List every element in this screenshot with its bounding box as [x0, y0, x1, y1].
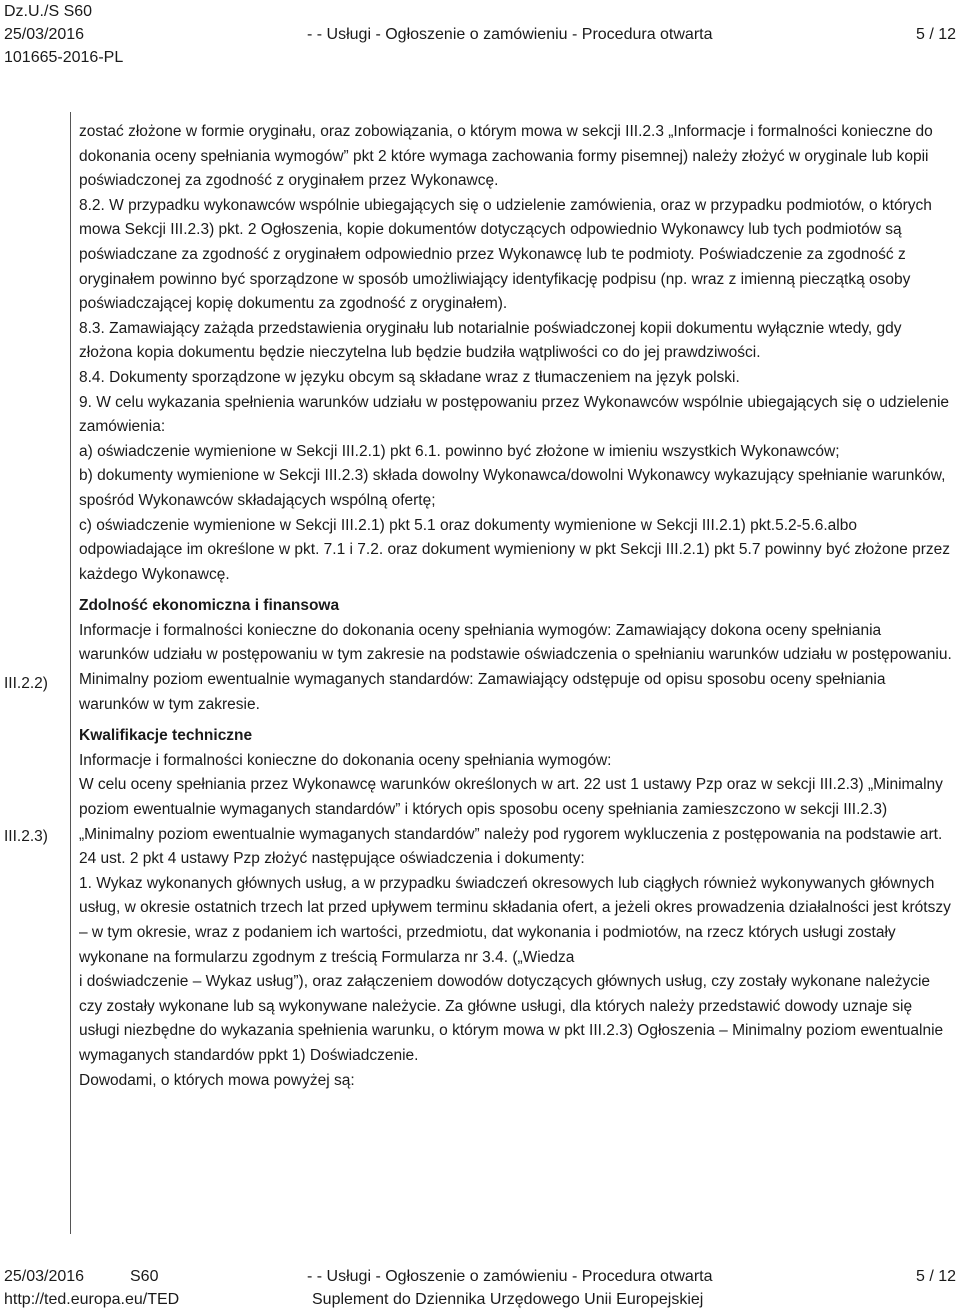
section-heading-technical: Kwalifikacje techniczne	[79, 727, 253, 745]
paragraph: a) oświadczenie wymienione w Sekcji III.2.1) pkt 6.1. powinno być złożone w imieniu wszystkich Wykonawców;	[79, 442, 840, 460]
paragraph: Informacje i formalności konieczne do dokonania oceny spełniania wymogów: Zamawiający dokona oceny spełniania warunków udziału w postępowaniu w tym zakresie na podstawie oświadczenia o spełnianiu warunków udziału w postępowaniu.	[79, 621, 952, 664]
section-divider	[70, 112, 71, 1234]
header-title: - - Usługi - Ogłoszenie o zamówieniu - Procedura otwarta	[307, 26, 713, 43]
footer-page-number: 5 / 12	[915, 1268, 956, 1285]
paragraph: c) oświadczenie wymienione w Sekcji III.2.1) pkt 5.1 oraz dokumenty wymienione w Sekcji III.2.1) pkt.5.2-5.6.albo odpowiadające im określone w pkt. 7.1 i 7.2. oraz dokument wymieniony w pkt Sekcji III.2.1) pkt 5.7 powinny być złożone przez każdego Wykonawcę.	[79, 516, 951, 583]
header-ref: 101665-2016-PL	[4, 49, 124, 66]
paragraph: W celu oceny spełniania przez Wykonawcę warunków określonych w art. 22 ust 1 ustawy Pzp oraz w sekcji III.2.3) „Minimalny poziom ewentualnie wymaganych standardów” i których opis sposobu oceny spełniania zamieszczono w sekcji III.2.3) „Minimalny poziom ewentualnie wymaganych standardów” należy pod rygorem wykluczenia z postępowania na podstawie art. 24 ust. 2 pkt 4 ustawy Pzp złożyć następujące oświadczenia i dokumenty:	[79, 776, 943, 868]
paragraph: i doświadczenie – Wykaz usług”), oraz załączeniem dowodów dotyczących głównych usług, czy zostały wykonane należycie czy zostały wykonane lub są wykonywane należycie. Za główne usługi, dla których należy przedstawić dowody uznaje się usługi niezbędne do wykazania spełnienia warunku, o którym mowa w pkt III.2.3) Ogłoszenia – Minimalny poziom ewentualnie wymaganych standardów ppkt 1) Doświadczenie.	[79, 973, 944, 1064]
paragraph: 8.2. W przypadku wykonawców wspólnie ubiegających się o udzielenie zamówienia, oraz w przypadku podmiotów, o których mowa Sekcji III.2.3) pkt. 2 Ogłoszenia, kopie dokumentów dotyczących odpowiednio Wykonawcy lub tych podmiotów są poświadczane za zgodność z oryginałem odpowiednio przez Wykonawcę lub te podmioty. Poświadczenie za zgodność z oryginałem powinno być sporządzone w sposób umożliwiający identyfikację podpisu (np. wraz z imienną pieczątką osoby poświadczającej kopię dokumentu za zgodność z oryginałem).	[79, 196, 932, 313]
footer-url: http://ted.europa.eu/TED	[4, 1291, 180, 1308]
header-date: 25/03/2016	[4, 26, 85, 43]
footer-code: S60	[130, 1268, 159, 1285]
header-page-number: 5 / 12	[915, 26, 956, 43]
paragraph: zostać złożone w formie oryginału, oraz zobowiązania, o którym mowa w sekcji III.2.3 „Informacje i formalności konieczne do dokonania oceny spełniania wymogów” pkt 2 które wymaga zachowania formy pisemnej) należy złożyć w oryginale lub kopii poświadczonej za zgodność z oryginałem przez Wykonawcę.	[79, 123, 933, 190]
page-footer	[0, 1266, 960, 1311]
header-doc-id: Dz.U./S S60	[4, 3, 93, 20]
footer-date: 25/03/2016	[4, 1268, 85, 1285]
paragraph: Dowodami, o których mowa powyżej są:	[79, 1071, 355, 1089]
paragraph: b) dokumenty wymienione w Sekcji III.2.3) składa dowolny Wykonawca/dowolni Wykonawcy wykazujący spełnianie warunków, spośród Wykonawców składających wspólną ofertę;	[79, 467, 946, 509]
section-heading-economic: Zdolność ekonomiczna i finansowa	[79, 597, 340, 615]
page-header	[0, 0, 960, 70]
footer-title: - - Usługi - Ogłoszenie o zamówieniu - Procedura otwarta	[307, 1268, 713, 1285]
paragraph: Minimalny poziom ewentualnie wymaganych standardów: Zamawiający odstępuje od opisu sposobu oceny spełniania warunków w tym zakresie.	[79, 671, 886, 713]
section-label-iii-2-3: III.2.3)	[4, 828, 48, 845]
document-body	[79, 120, 955, 1093]
paragraph: 1. Wykaz wykonanych głównych usług, a w przypadku świadczeń okresowych lub ciągłych również wykonywanych głównych usług, w okresie ostatnich trzech lat przed upływem terminu składania ofert, a jeżeli okres prowadzenia działalności jest krótszy – w tym okresie, wraz z podaniem ich wartości, przedmiotu, dat wykonania i podmiotów, na rzecz których usługi zostały wykonane na formularzu zgodnym z treścią Formularza nr 3.4. („Wiedza	[79, 874, 951, 966]
paragraph: Informacje i formalności konieczne do dokonania oceny spełniania wymogów:	[79, 751, 612, 769]
paragraph: 9. W celu wykazania spełnienia warunków udziału w postępowaniu przez Wykonawców wspólnie ubiegających się o udzielenie zamówienia:	[79, 393, 950, 436]
paragraph: 8.4. Dokumenty sporządzone w języku obcym są składane wraz z tłumaczeniem na język polski.	[79, 368, 740, 386]
paragraph: 8.3. Zamawiający zażąda przedstawienia oryginału lub notarialnie poświadczonej kopii dokumentu wyłącznie wtedy, gdy złożona kopia dokumentu będzie nieczytelna lub będzie budziła wątpliwości co do jej prawdziwości.	[79, 319, 902, 362]
section-label-iii-2-2: III.2.2)	[4, 675, 48, 692]
footer-supplement: Suplement do Dziennika Urzędowego Unii Europejskiej	[312, 1291, 704, 1308]
